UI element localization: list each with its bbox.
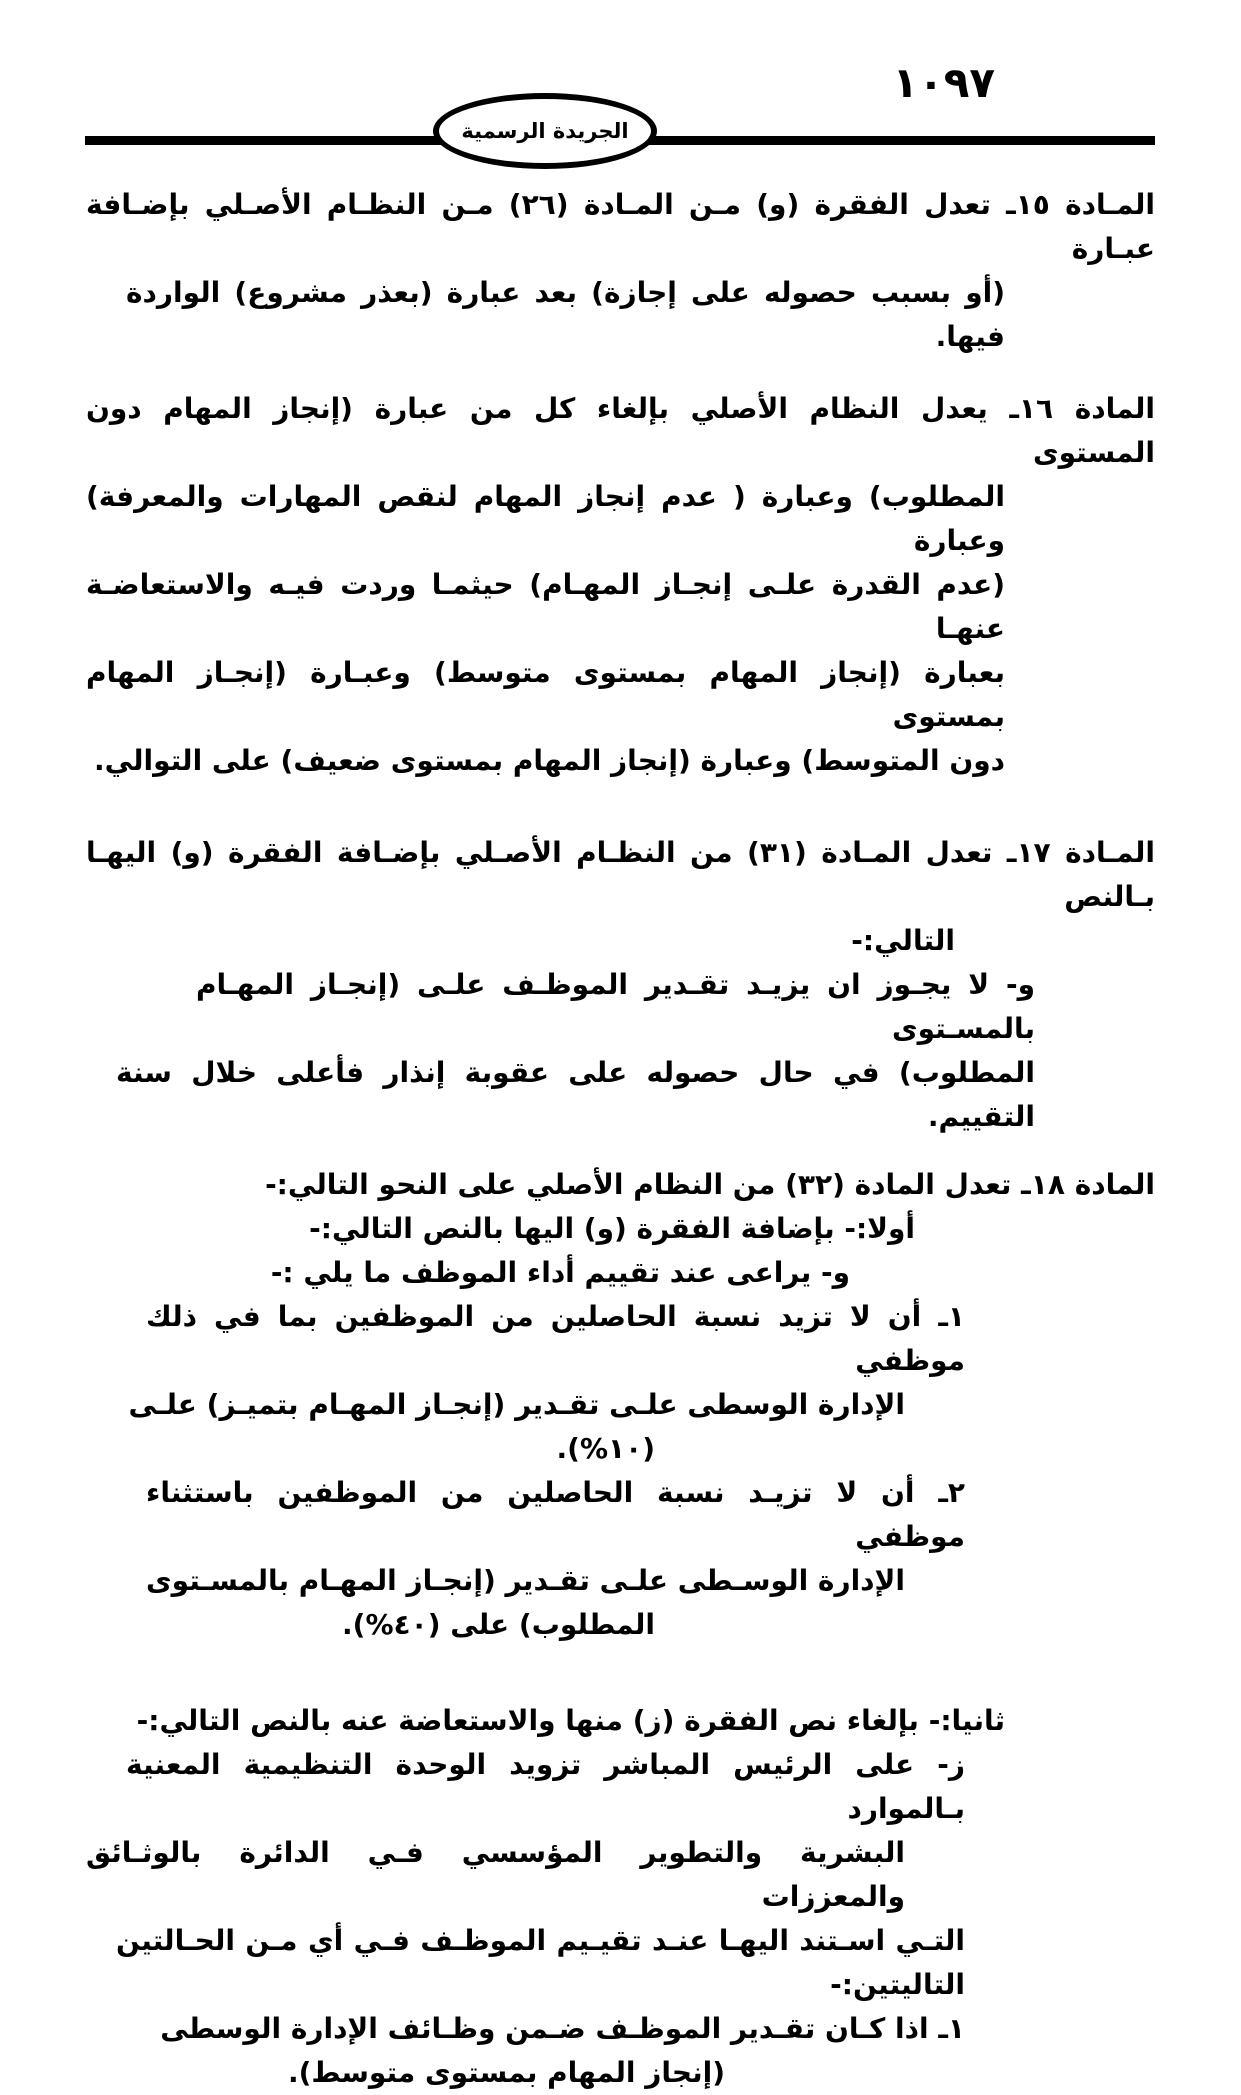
text-line: و- يراعى عند تقييم أداء الموظف ما يلي :- xyxy=(270,1256,850,1289)
text-line: المـادة ١٥ـ تعدل الفقرة (و) مـن المـادة (٢٦) مـن النظـام الأصـلي بإضـافة عبـارة xyxy=(86,188,1155,265)
text-line: الإدارة الوسطى علـى تقـدير (إنجـاز المهـام بتميـز) علـى xyxy=(128,1388,905,1421)
text-line: المطلوب) وعبارة ( عدم إنجاز المهام لنقص المهارات والمعرفة) وعبارة xyxy=(86,480,1005,557)
text-line: ١ـ أن لا تزيد نسبة الحاصلين من الموظفين بما في ذلك موظفي xyxy=(146,1300,965,1377)
text-line: المادة ١٦ـ يعدل النظام الأصلي بإلغاء كل من عبارة (إنجاز المهام دون المستوى xyxy=(86,392,1155,469)
text-line: التـي اسـتند اليهـا عنـد تقيـيم الموظـف فـي أي مـن الحـالتين xyxy=(116,1924,965,1957)
text-line: التالي:- xyxy=(851,924,955,957)
text-line: الإدارة الوسـطى علـى تقـدير (إنجـاز المهـام بالمسـتوى xyxy=(145,1564,905,1597)
text-line: المطلوب) على (٤٠%). xyxy=(342,1608,655,1641)
text-line: المادة ١٨ـ تعدل المادة (٣٢) من النظام الأصلي على النحو التالي:- xyxy=(265,1168,1155,1201)
text-line: (أو بسبب حصوله على إجازة) بعد عبارة (بعذر مشروع) الواردة فيها. xyxy=(126,276,1005,353)
text-line: ١ـ اذا كـان تقـدير الموظـف ضـمن وظـائف الإدارة الوسطى xyxy=(160,2012,965,2045)
article-15 xyxy=(86,183,1155,359)
text-line: ٢ـ أن لا تزيـد نسبة الحاصلين من الموظفين باستثناء موظفي xyxy=(146,1476,965,1553)
article-18-second xyxy=(86,1699,1155,2095)
text-line: (١٠%). xyxy=(556,1432,655,1465)
page-number: ١٠٩٧ xyxy=(892,58,995,107)
document-body xyxy=(86,183,1155,2095)
gazette-oval-seal xyxy=(433,93,657,169)
text-line: ثانيا:- بإلغاء نص الفقرة (ز) منها والاستعاضة عنه بالنص التالي:- xyxy=(136,1704,1005,1737)
text-line: البشرية والتطوير المؤسسي فـي الدائرة بالوثـائق والمعززات xyxy=(86,1836,905,1913)
text-line: و- لا يجـوز ان يزيـد تقـدير الموظـف علـى (إنجـاز المهـام بالمسـتوى xyxy=(196,968,1035,1045)
text-line: التاليتين:- xyxy=(830,1968,965,2001)
text-line: المطلوب) في حال حصوله على عقوبة إنذار فأعلى خلال سنة التقييم. xyxy=(116,1056,1035,1133)
article-18-first xyxy=(86,1163,1155,1647)
text-line: المـادة ١٧ـ تعدل المـادة (٣١) من النظـام الأصـلي بإضـافة الفقرة (و) اليهـا بـالنص xyxy=(86,836,1155,913)
text-line: ز- على الرئيس المباشر تزويد الوحدة التنظيمية المعنية بـالموارد xyxy=(126,1748,965,1825)
text-line: (إنجاز المهام بمستوى متوسط). xyxy=(287,2056,725,2089)
article-17 xyxy=(86,831,1155,1139)
gazette-title: الجريدة الرسمية xyxy=(461,119,629,143)
text-line: بعبارة (إنجاز المهام بمستوى متوسط) وعبـارة (إنجـاز المهام بمستوى xyxy=(86,656,1005,733)
text-line: أولا:- بإضافة الفقرة (و) اليها بالنص التالي:- xyxy=(309,1212,915,1245)
text-line: (عدم القدرة علـى إنجـاز المهـام) حيثمـا وردت فيـه والاستعاضـة عنهـا xyxy=(86,568,1005,645)
article-16 xyxy=(86,387,1155,783)
text-line: دون المتوسط) وعبارة (إنجاز المهام بمستوى ضعيف) على التوالي. xyxy=(94,744,1005,777)
